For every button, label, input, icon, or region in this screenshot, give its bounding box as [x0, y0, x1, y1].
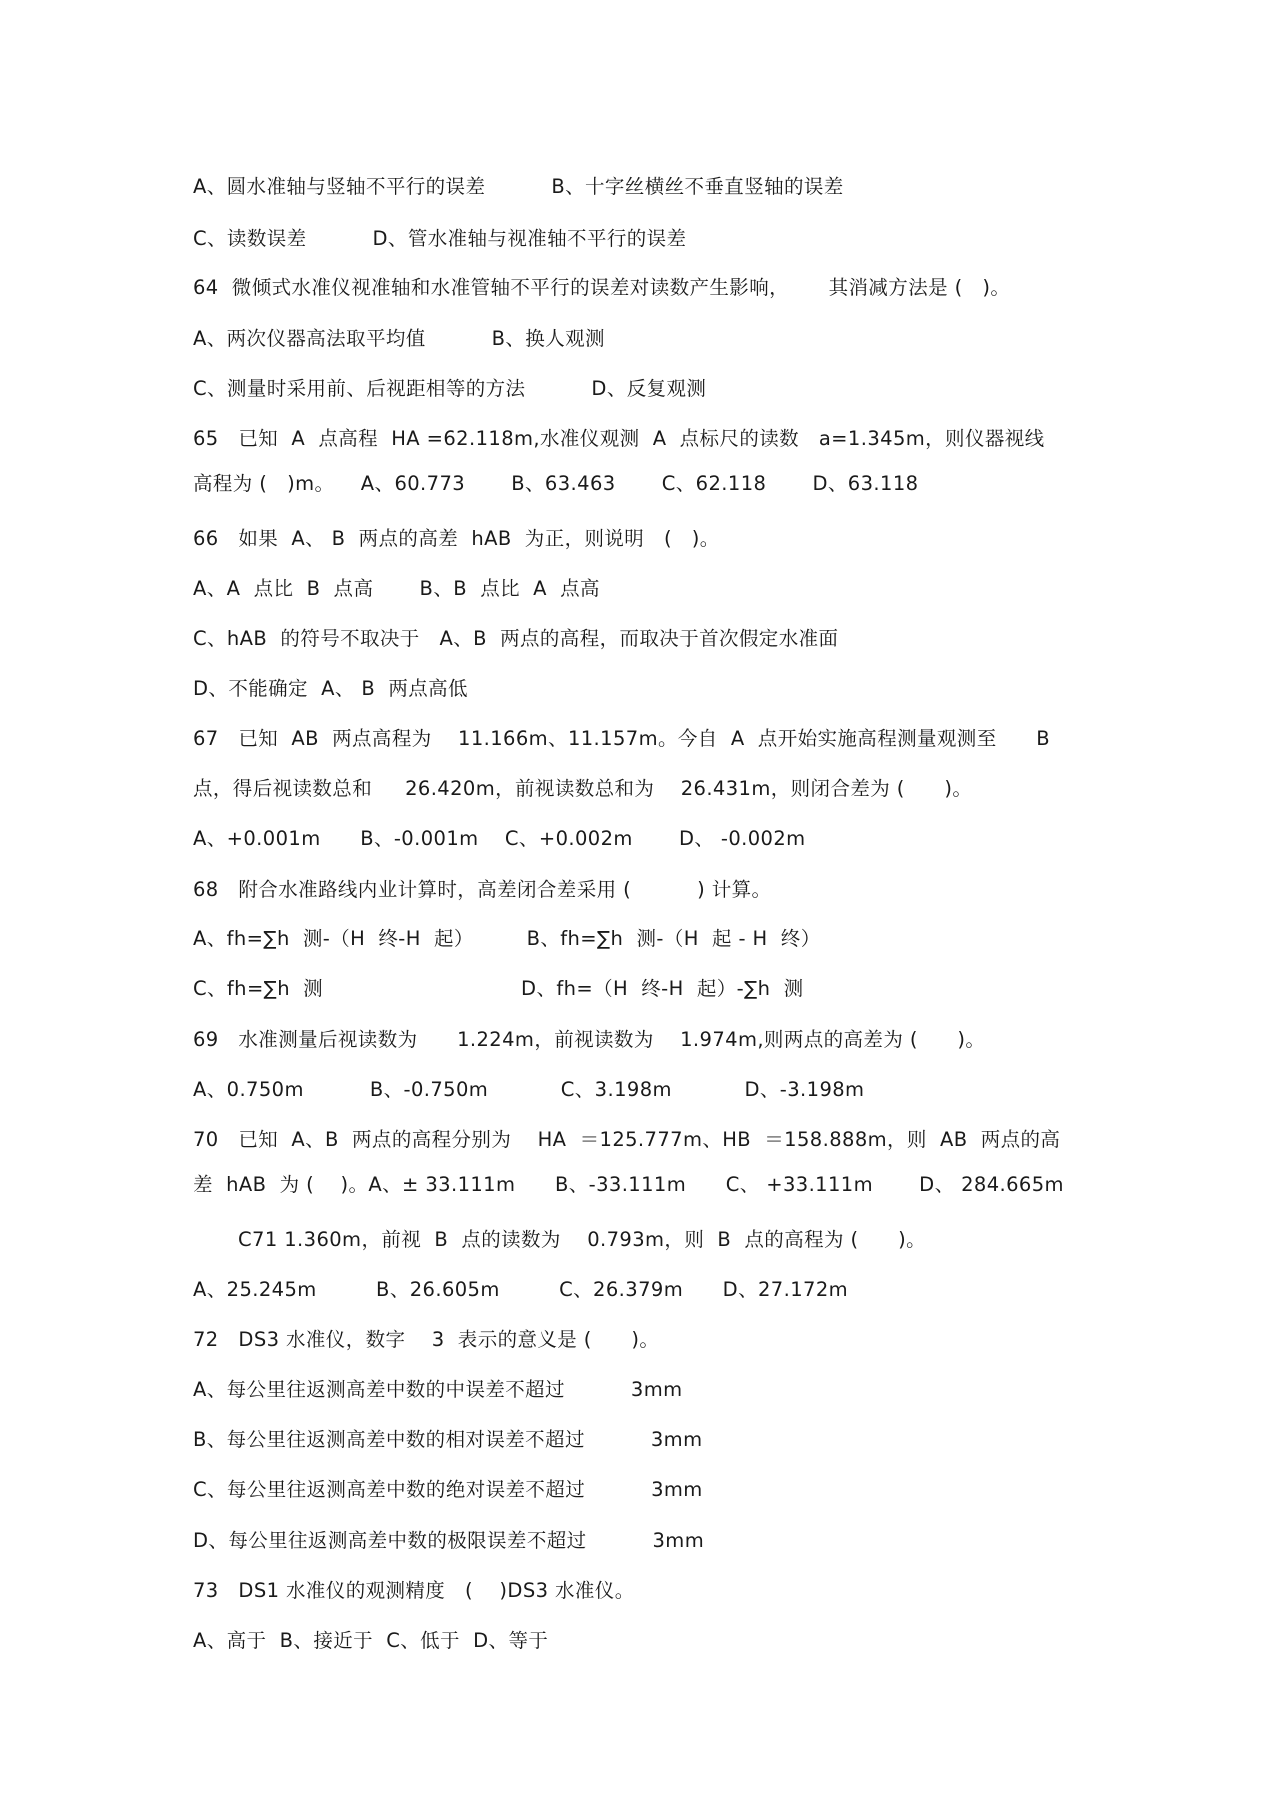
question-64: 64 微倾式水准仪视准轴和水准管轴不平行的误差对读数产生影响， 其消减方法是 ( )。	[193, 276, 1011, 299]
question-67: 67 已知 AB 两点高程为 11.166m、11.157m。今自 A 点开始实施高程测量观测至 B	[193, 727, 1050, 750]
option-line-63-ab: A、圆水准轴与竖轴不平行的误差 B、十字丝横丝不垂直竖轴的误差	[193, 175, 844, 198]
option-line-72-c: C、每公里往返测高差中数的绝对误差不超过 3mm	[193, 1478, 703, 1501]
option-line-67: A、+0.001m B、-0.001m C、+0.002m D、 -0.002m	[193, 827, 806, 850]
question-73: 73 DS1 水准仪的观测精度 ( )DS3 水准仪。	[193, 1579, 635, 1602]
question-69: 69 水准测量后视读数为 1.224m，前视读数为 1.974m,则两点的高差为 ( )。	[193, 1028, 986, 1051]
question-65-cont: 高程为 ( )m。 A、60.773 B、63.463 C、62.118 D、63.118	[193, 472, 919, 495]
question-65: 65 已知 A 点高程 HA =62.118m,水准仪观测 A 点标尺的读数 a=1.345m，则仪器视线	[193, 427, 1045, 450]
option-line-72-b: B、每公里往返测高差中数的相对误差不超过 3mm	[193, 1428, 703, 1451]
option-line-68-cd: C、fh=∑h 测 D、fh=（H 终-H 起）-∑h 测	[193, 977, 804, 1000]
question-66: 66 如果 A、 B 两点的高差 hAB 为正，则说明 ( )。	[193, 527, 720, 550]
option-line-69: A、0.750m B、-0.750m C、3.198m D、-3.198m	[193, 1078, 865, 1101]
option-line-63-cd: C、读数误差 D、管水准轴与视准轴不平行的误差	[193, 227, 687, 250]
option-line-66-ab: A、A 点比 B 点高 B、B 点比 A 点高	[193, 577, 600, 600]
option-line-72-d: D、每公里往返测高差中数的极限误差不超过 3mm	[193, 1529, 705, 1552]
option-line-64-cd: C、测量时采用前、后视距相等的方法 D、反复观测	[193, 377, 707, 400]
option-line-73: A、高于 B、接近于 C、低于 D、等于	[193, 1629, 549, 1652]
question-70: 70 已知 A、B 两点的高程分别为 HA ＝125.777m、HB ＝158.888m，则 AB 两点的高	[193, 1128, 1061, 1151]
question-71: C71 1.360m，前视 B 点的读数为 0.793m，则 B 点的高程为 ( )。	[238, 1228, 927, 1251]
question-68: 68 附合水准路线内业计算时，高差闭合差采用 ( ) 计算。	[193, 878, 772, 901]
option-line-68-ab: A、fh=∑h 测-（H 终-H 起） B、fh=∑h 测-（H 起 - H 终）	[193, 927, 821, 950]
option-line-66-c: C、hAB 的符号不取决于 A、B 两点的高程，而取决于首次假定水准面	[193, 627, 839, 650]
option-line-71: A、25.245m B、26.605m C、26.379m D、27.172m	[193, 1278, 849, 1301]
option-line-72-a: A、每公里往返测高差中数的中误差不超过 3mm	[193, 1378, 683, 1401]
question-67-cont: 点，得后视读数总和 26.420m，前视读数总和为 26.431m，则闭合差为 ( )。	[193, 777, 973, 800]
question-70-cont: 差 hAB 为 ( )。A、± 33.111m B、-33.111m C、 +33.111m D、 284.665m	[193, 1173, 1064, 1196]
question-72: 72 DS3 水准仪，数字 3 表示的意义是 ( )。	[193, 1328, 660, 1351]
option-line-66-d: D、不能确定 A、 B 两点高低	[193, 677, 468, 700]
option-line-64-ab: A、两次仪器高法取平均值 B、换人观测	[193, 327, 605, 350]
